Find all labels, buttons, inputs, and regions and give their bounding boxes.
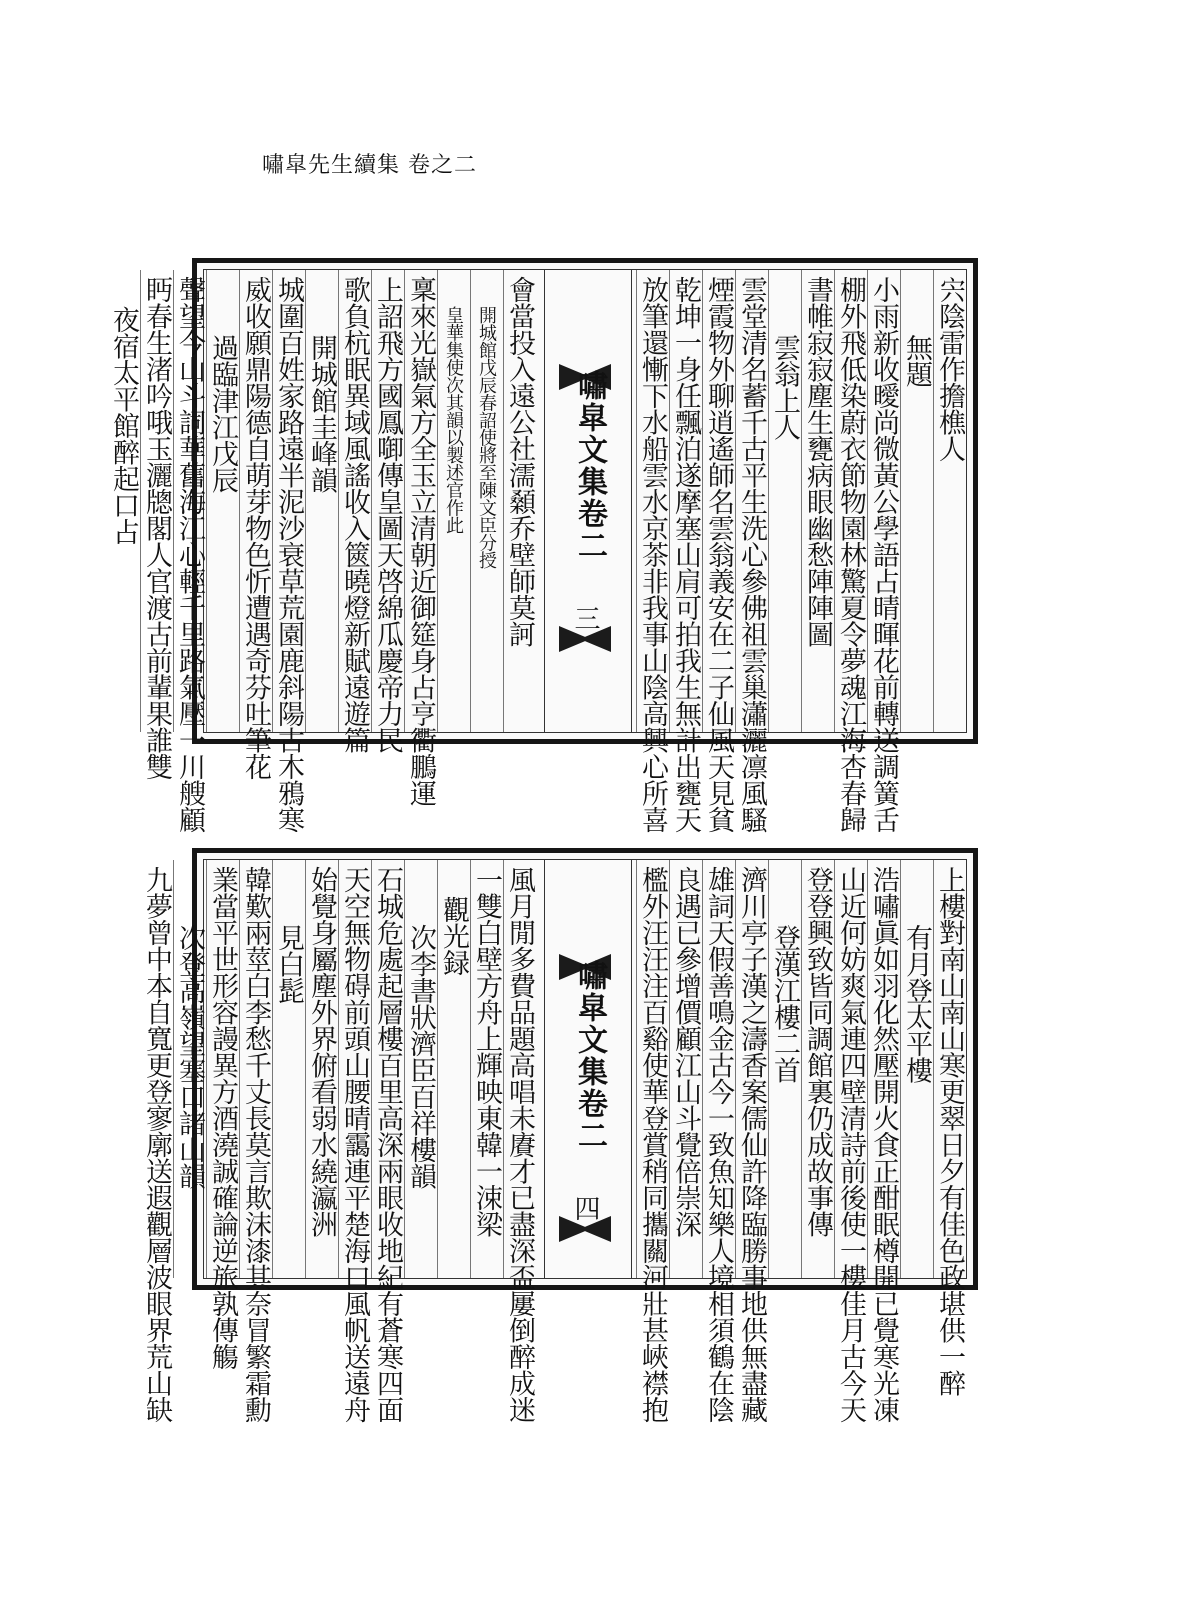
text-column: 上詔飛方國鳳啣傳皇圖天啓綿瓜慶帝力民 [371, 270, 404, 732]
text-column: 放筆還慚下水船雲水京茶非我事山陰高興心所喜 [636, 270, 669, 732]
text-column: 威收願鼎陽德自萌芽物色忻遭遇奇芬吐筆花 [239, 270, 272, 732]
text-column: 登登興致皆同調館裏仍成故事傳 [801, 860, 834, 1278]
leaf-right-half [634, 270, 966, 833]
poem-title: 登漢江樓二首 [768, 860, 801, 1278]
text-column: 良遇已參增價顧江山斗覺倍崇深 [669, 860, 702, 1278]
text-column: 一雙白壁方舟上輝映東韓一涑梁 [470, 860, 503, 1278]
poem-title: 見白髭 [272, 860, 305, 1278]
text-column: 雄詞天假善鳴金古今一致魚知樂人境相須鶴在陰 [702, 860, 735, 1278]
text-column: 業當平世形容謾異方酒澆誠確論逆旅孰傳觴 [206, 860, 239, 1278]
text-column: 聲望今山斗詞華舊海江心輕千里路氣壓一川艘顧 [173, 270, 206, 732]
text-column: 書帷寂寂塵生甕病眼幽愁陣陣圖 [801, 270, 834, 732]
leaf-left-half [141, 860, 536, 1423]
text-column: 乾坤一身任飄泊遂摩塞山肩可拍我生無計出甕天 [669, 270, 702, 732]
leaf-number: 三 [570, 605, 600, 631]
text-column: 檻外汪汪注百谿使華登賞稍同攜關河壯甚峽襟抱 [636, 860, 669, 1278]
poem-title: 次李書狀濟臣百祥樓韻 [404, 860, 437, 1278]
text-column: 九夢曾中本自寬更登寥廓送遐觀層波眼界荒山缺 [141, 866, 172, 1423]
text-column: 城圍百姓家路遠半泥沙衰草荒園鹿斜陽古木鴉寒 [272, 270, 305, 732]
poem-title: 夜宿太平館醉起口占 [108, 306, 139, 545]
poem-title: 次登高嶺望塞口諸山韻 [173, 860, 206, 1278]
poem-title: 開城館戊辰春詔使將至陳文臣分授 [470, 270, 503, 732]
text-column: 眄春生渚吟哦玉灑牕閣人官渡古前輩果誰雙 [140, 270, 173, 732]
fold-center-strip [544, 860, 632, 1278]
text-column: 棚外飛低染蔚衣節物園林驚夏令夢魂江海杏春歸 [834, 270, 867, 732]
text-column: 稟來光嶽氣方全玉立清朝近御筵身占亨衢鵬運 [404, 270, 437, 732]
text-column: 小雨新收曖尚微黃公學語占晴暉花前轉送調簧舌 [867, 270, 900, 732]
text-column: 雲堂清名蓄千古平生洗心參佛祖雲巢瀟灑凛風騷 [735, 270, 768, 732]
text-column: 上樓對南山南山寒更翠日夕有佳色政堪供一醉 [933, 860, 966, 1278]
fold-center-strip [544, 270, 632, 732]
leaf-number: 四 [570, 1195, 600, 1221]
text-column: 皇華集使次其韻以製述官作此 [437, 270, 470, 732]
text-column: 山近何妨爽氣連四壁清詩前後使一樓佳月古今天 [834, 860, 867, 1278]
text-column: 風月閒多費品題高唱未賡才已盡深盃屢倒醉成迷 [503, 860, 536, 1278]
text-column: 浩嘯眞如羽化然壓開火食正酣眠樽開已覺寒光凍 [867, 860, 900, 1278]
section-heading: 觀光録 [437, 860, 470, 1278]
leaf-left-half [108, 270, 536, 833]
poem-title: 無題 [900, 270, 933, 732]
poem-title: 開城館圭峰韻 [305, 270, 338, 732]
leaf-right-half [634, 860, 966, 1423]
text-column: 天空無物碍前頭山腰晴靄連平楚海口風帆送遠舟 [338, 860, 371, 1278]
text-column: 會當投入遠公社濡顙乔壁師莫訶 [503, 270, 536, 732]
text-column: 石城危處起層樓百里高深兩眼收地紀有蒼寒四面 [371, 860, 404, 1278]
volume-title: 嘯皐文集卷二 [572, 370, 607, 562]
page-header: 嘯皐先生續集 卷之二 [262, 153, 477, 178]
poem-title: 有月登太平樓 [900, 860, 933, 1278]
text-column: 煙霞物外聊逍遙師名雲翁義安在二子仙風天見貧 [702, 270, 735, 732]
text-column: 濟川亭子漢之濤香案儒仙許降臨勝事地供無盡藏 [735, 860, 768, 1278]
book-leaf-upper [108, 258, 978, 833]
book-leaf-lower [141, 848, 978, 1423]
poem-title: 過臨津江戊辰 [206, 270, 239, 732]
text-column: 歌負杭眠異域風謠收入篋曉燈新賦遠遊篇 [338, 270, 371, 732]
volume-title: 嘯皐文集卷二 [572, 960, 607, 1152]
poem-title: 雲翁上人 [768, 270, 801, 732]
text-column: 始覺身屬塵外界俯看弱水繞瀛洲 [305, 860, 338, 1278]
text-column: 宍陰雷作擔樵人 [933, 270, 966, 732]
text-column: 韓歎兩莖白李愁千丈長莫言欺沫漆其奈冒繁霜勳 [239, 860, 272, 1278]
